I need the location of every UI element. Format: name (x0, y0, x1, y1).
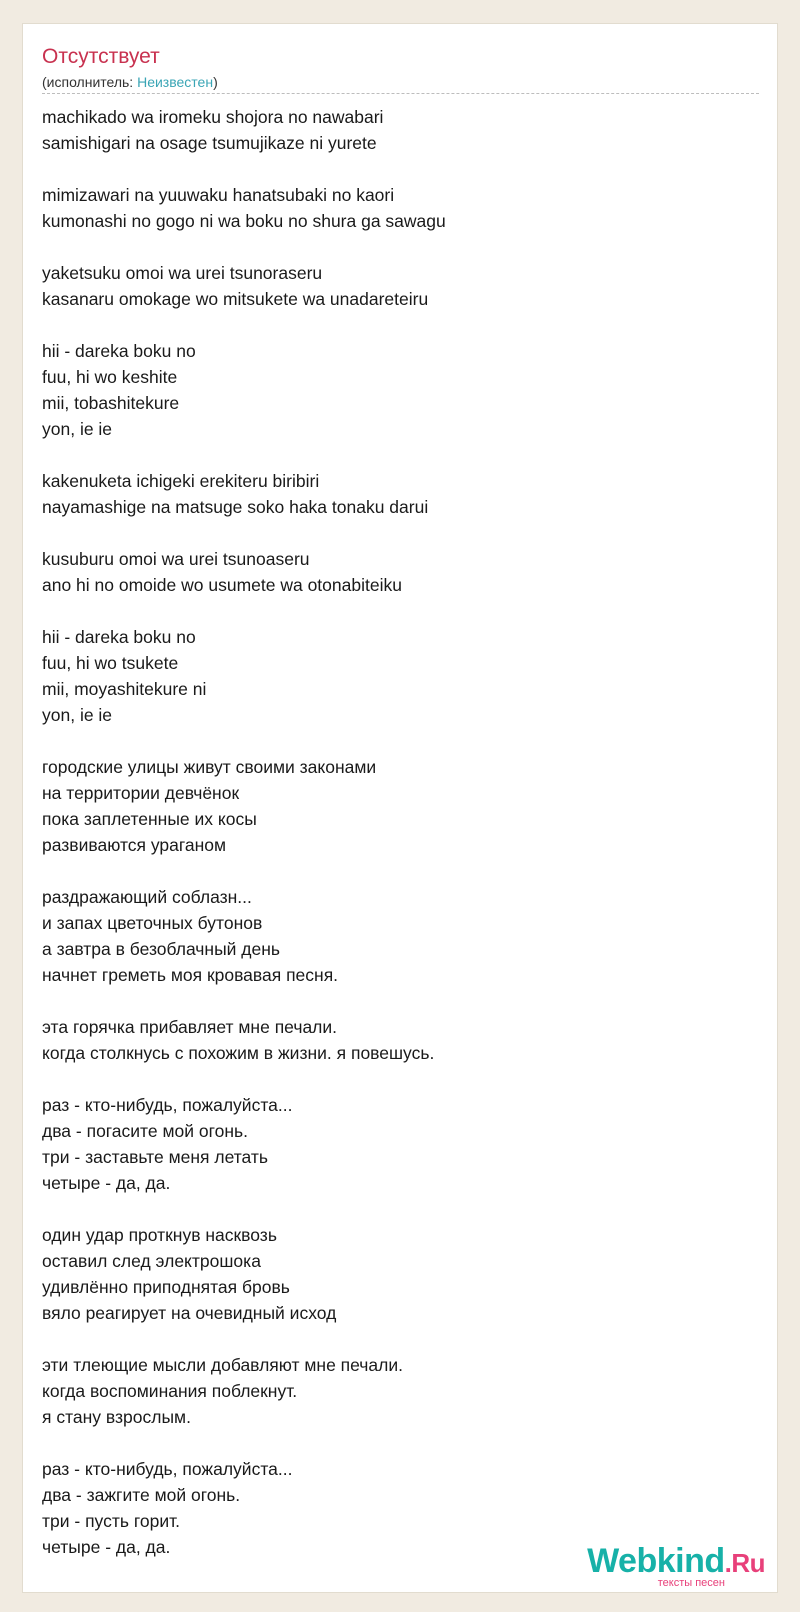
header-divider (42, 93, 759, 94)
lyrics-stanza (42, 1352, 742, 1430)
song-title: Отсутствует (42, 45, 160, 68)
lyrics-line: yon, ie ie (42, 419, 113, 439)
lyrics-line: три - заставьте меня летать (42, 1147, 269, 1167)
lyrics-line: раздражающий соблазн... (42, 887, 252, 907)
lyrics-line: два - зажгите мой огонь. (42, 1485, 241, 1505)
lyrics-line: раз - кто-нибудь, пожалуйста... (42, 1095, 293, 1115)
lyrics-line: samishigari na osage tsumujikaze ni yurete (42, 133, 377, 153)
lyrics-stanza (42, 1092, 742, 1196)
lyrics-line: yaketsuku omoi wa urei tsunoraseru (42, 263, 323, 283)
lyrics-stanza (42, 754, 742, 858)
lyrics-line: fuu, hi wo tsukete (42, 653, 179, 673)
lyrics-line: начнет греметь моя кровавая песня. (42, 965, 339, 985)
lyrics-stanza (42, 546, 742, 598)
artist-prefix: (исполнитель: (42, 74, 138, 90)
lyrics-line: на территории девчёнок (42, 783, 240, 803)
lyrics-line: два - погасите мой огонь. (42, 1121, 248, 1141)
lyrics-line: когда столкнусь с похожим в жизни. я повешусь. (42, 1043, 435, 1063)
lyrics-stanza (42, 1222, 742, 1326)
lyrics-text (42, 104, 742, 1586)
lyrics-line: fuu, hi wo keshite (42, 367, 178, 387)
lyrics-line: три - пусть горит. (42, 1511, 181, 1531)
lyrics-line: вяло реагирует на очевидный исход (42, 1303, 337, 1323)
artist-suffix: ) (213, 74, 218, 90)
lyrics-line: один удар проткнув насквозь (42, 1225, 277, 1245)
lyrics-line: когда воспоминания поблекнут. (42, 1381, 298, 1401)
lyrics-line: эта горячка прибавляет мне печали. (42, 1017, 338, 1037)
watermark-logo (587, 1542, 765, 1582)
watermark-tagline: тексты песен (657, 1577, 725, 1589)
lyrics-stanza (42, 624, 742, 728)
watermark-brand: Webkind (587, 1542, 725, 1580)
lyrics-stanza (42, 182, 742, 234)
lyrics-line: раз - кто-нибудь, пожалуйста... (42, 1459, 293, 1479)
lyrics-line: удивлённо приподнятая бровь (42, 1277, 290, 1297)
lyrics-stanza (42, 468, 742, 520)
lyrics-stanza (42, 104, 742, 156)
lyrics-line: kusuburu omoi wa urei tsunoaseru (42, 549, 310, 569)
artist-line (42, 73, 218, 91)
lyrics-line: nayamashige na matsuge soko haka tonaku darui (42, 497, 429, 517)
lyrics-stanza (42, 260, 742, 312)
watermark-tld: .Ru (724, 1548, 765, 1578)
lyrics-line: mii, tobashitekure (42, 393, 180, 413)
lyrics-stanza (42, 884, 742, 988)
lyrics-line: hii - dareka boku no (42, 341, 196, 361)
artist-link[interactable]: Неизвестен (137, 74, 214, 90)
lyrics-line: kakenuketa ichigeki erekiteru biribiri (42, 471, 320, 491)
lyrics-line: mimizawari na yuuwaku hanatsubaki no kaori (42, 185, 395, 205)
lyrics-line: пока заплетенные их косы (42, 809, 257, 829)
lyrics-line: развиваются ураганом (42, 835, 227, 855)
lyrics-line: эти тлеющие мысли добавляют мне печали. (42, 1355, 403, 1375)
lyrics-line: и запах цветочных бутонов (42, 913, 263, 933)
lyrics-line: четыре - да, да. (42, 1537, 171, 1557)
lyrics-stanza (42, 1014, 742, 1066)
lyrics-line: kumonashi no gogo ni wa boku no shura ga sawagu (42, 211, 446, 231)
lyrics-line: я стану взрослым. (42, 1407, 191, 1427)
lyrics-card (22, 23, 778, 1593)
lyrics-line: kasanaru omokage wo mitsukete wa unadareteiru (42, 289, 429, 309)
lyrics-line: machikado wa iromeku shojora no nawabari (42, 107, 384, 127)
lyrics-line: городские улицы живут своими законами (42, 757, 377, 777)
lyrics-line: hii - dareka boku no (42, 627, 196, 647)
lyrics-line: ano hi no omoide wo usumete wa otonabiteiku (42, 575, 402, 595)
lyrics-stanza (42, 338, 742, 442)
lyrics-line: а завтра в безоблачный день (42, 939, 281, 959)
lyrics-line: yon, ie ie (42, 705, 113, 725)
lyrics-line: четыре - да, да. (42, 1173, 171, 1193)
webkind-watermark (555, 1542, 765, 1592)
lyrics-line: mii, moyashitekure ni (42, 679, 207, 699)
lyrics-line: оставил след электрошока (42, 1251, 261, 1271)
